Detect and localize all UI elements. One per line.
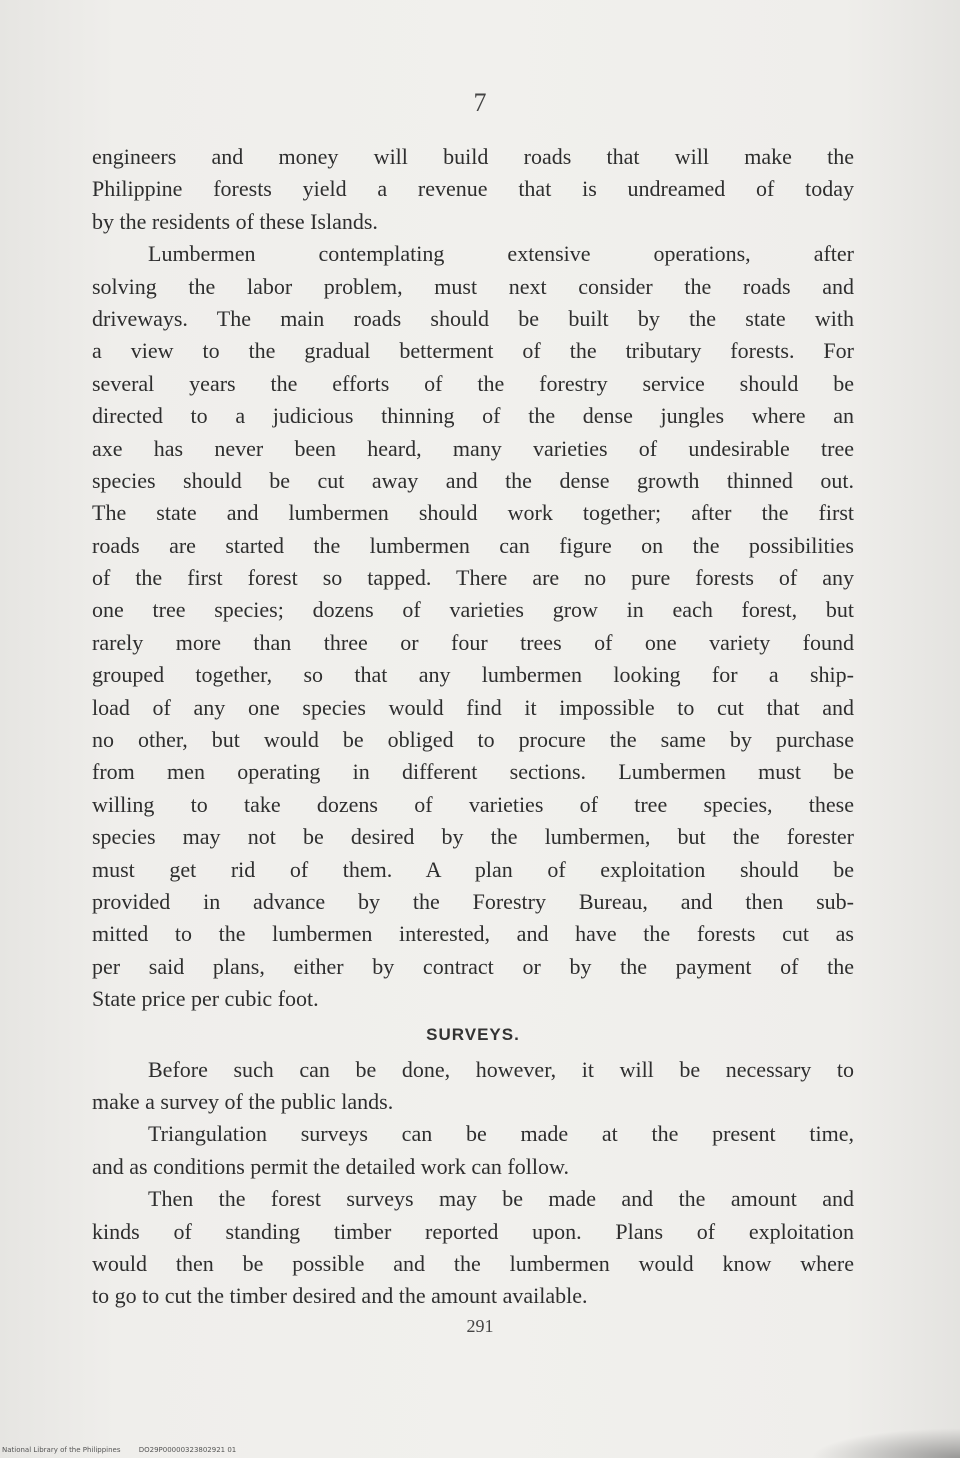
- text-line: several years the efforts of the forestry service should be: [92, 370, 854, 396]
- text-line: roads are started the lumbermen can figure on the possibilities: [92, 532, 854, 558]
- text-line: Then the forest surveys may be made and the amount and: [148, 1186, 854, 1212]
- scan-code: DO29P00000323802921 01: [138, 1446, 237, 1454]
- text-line: driveways. The main roads should be built by the state with: [92, 305, 854, 331]
- body-text: [92, 141, 854, 1313]
- text-line: species should be cut away and the dense growth thinned out.: [92, 467, 854, 493]
- library-credit: National Library of the Philippines: [2, 1446, 121, 1454]
- text-line: axe has never been heard, many varieties of undesirable tree: [92, 435, 854, 461]
- paragraph: [92, 1183, 854, 1313]
- text-line: Lumbermen contemplating extensive operations, after: [148, 241, 854, 267]
- paragraphs-after-heading: [92, 1054, 854, 1313]
- text-line: a view to the gradual betterment of the tributary forests. For: [92, 338, 854, 364]
- paragraph: [92, 1054, 854, 1119]
- section-heading: SURVEYS.: [426, 1024, 520, 1044]
- text-line: and as conditions permit the detailed work can follow.: [92, 1153, 569, 1179]
- text-line: would then be possible and the lumbermen would know where: [92, 1250, 854, 1276]
- text-line: to go to cut the timber desired and the amount available.: [92, 1283, 588, 1309]
- text-line: by the residents of these Islands.: [92, 208, 378, 234]
- paragraph: [92, 238, 854, 1015]
- text-line: willing to take dozens of varieties of tree species, these: [92, 791, 854, 817]
- page-number-bottom: 291: [466, 1316, 494, 1336]
- text-line: load of any one species would find it impossible to cut that and: [92, 694, 854, 720]
- scan-edge-shadow: [810, 1428, 960, 1458]
- paragraph: [92, 141, 854, 238]
- text-line: rarely more than three or four trees of one variety found: [92, 629, 854, 655]
- text-line: The state and lumbermen should work together; after the first: [92, 500, 854, 526]
- text-line: per said plans, either by contract or by the payment of the: [92, 953, 854, 979]
- text-line: directed to a judicious thinning of the dense jungles where an: [92, 403, 854, 429]
- text-line: species may not be desired by the lumbermen, but the forester: [92, 824, 854, 850]
- text-line: mitted to the lumbermen interested, and have the forests cut as: [92, 921, 854, 947]
- text-line: one tree species; dozens of varieties grow in each forest, but: [92, 597, 854, 623]
- text-line: Philippine forests yield a revenue that is undreamed of today: [92, 176, 854, 202]
- text-line: Triangulation surveys can be made at the present time,: [148, 1121, 854, 1147]
- text-line: solving the labor problem, must next consider the roads and: [92, 273, 854, 299]
- text-line: State price per cubic foot.: [92, 986, 319, 1012]
- text-line: must get rid of them. A plan of exploitation should be: [92, 856, 854, 882]
- text-line: kinds of standing timber reported upon. Plans of exploitation: [92, 1218, 854, 1244]
- text-line: provided in advance by the Forestry Bureau, and then sub-: [92, 888, 854, 914]
- page-number-top: 7: [473, 88, 487, 117]
- scan-credit: [2, 1446, 252, 1454]
- text-line: Before such can be done, however, it will be necessary to: [148, 1056, 854, 1082]
- text-line: no other, but would be obliged to procure the same by purchase: [92, 727, 854, 753]
- text-line: from men operating in different sections. Lumbermen must be: [92, 759, 854, 785]
- text-line: grouped together, so that any lumbermen looking for a ship-: [92, 662, 854, 688]
- text-line: of the first forest so tapped. There are no pure forests of any: [92, 565, 854, 591]
- text-line: make a survey of the public lands.: [92, 1088, 394, 1114]
- paragraph: [92, 1118, 854, 1183]
- paragraphs-before-heading: [92, 141, 854, 1016]
- text-line: engineers and money will build roads that will make the: [92, 144, 854, 169]
